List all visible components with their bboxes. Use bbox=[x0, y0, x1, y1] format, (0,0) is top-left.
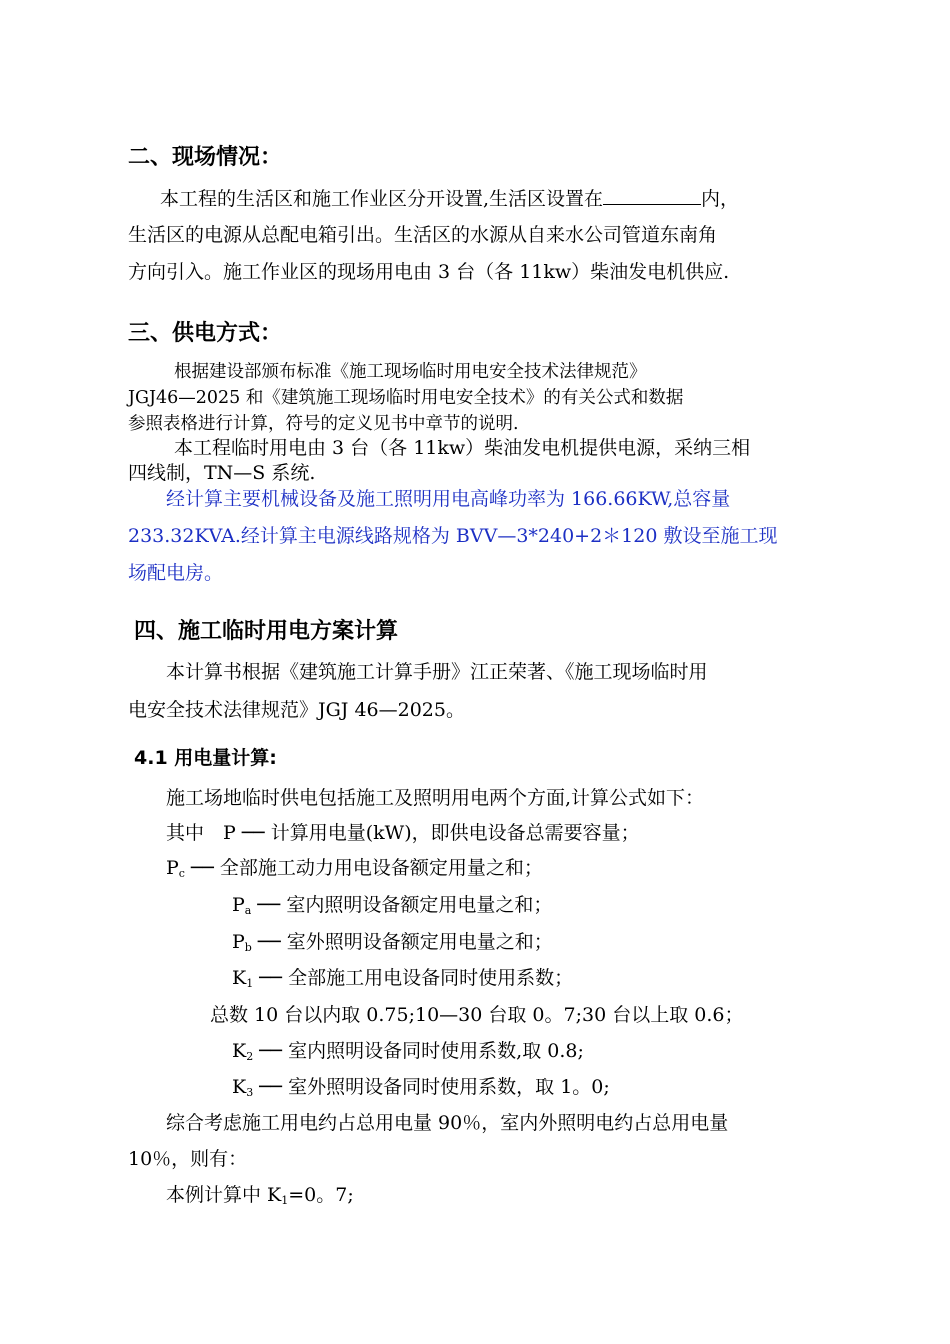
section-2-para-line-2: 生活区的电源从总配电箱引出。生活区的水源从自来水公司管道东南角 bbox=[128, 224, 718, 246]
def-k3: $K_3$ ── 室外照明设备同时使用系数，取 1。0; bbox=[232, 1076, 610, 1099]
def-k1: $K_1$ ── 全部施工用电设备同时使用系数； bbox=[232, 967, 574, 990]
section-2-heading: 二、现场情况： bbox=[128, 145, 283, 170]
section-3-heading: 三、供电方式： bbox=[128, 321, 283, 346]
combined-line-2: 10％，则有： bbox=[128, 1148, 248, 1170]
section-3-line-2: JGJ46—2025 和《建筑施工现场临时用电安全技术》的有关公式和数据 bbox=[128, 388, 684, 408]
def-pb: $P_b$ ── 室外照明设备额定用电量之和； bbox=[232, 931, 553, 954]
section-2-para-line-3: 方向引入。施工作业区的现场用电由 3 台（各 11kw）柴油发电机供应. bbox=[128, 261, 730, 283]
def-pc: $P_c$ ── 全部施工动力用电设备额定用量之和； bbox=[166, 857, 543, 880]
section-4-line-1: 本计算书根据《建筑施工计算手册》江正荣著、《施工现场临时用 bbox=[166, 661, 708, 683]
section-3-line-5: 四线制，TN—S 系统. bbox=[128, 462, 316, 484]
section-4-heading: 四、施工临时用电方案计算 bbox=[134, 619, 399, 644]
k1-note: 总数 10 台以内取 0.75;10—30 台取 0。7;30 台以上取 0.6； bbox=[210, 1004, 744, 1026]
def-pa: $P_a$ ── 室内照明设备额定用电量之和； bbox=[232, 894, 553, 917]
section-3-line-1: 根据建设部颁布标准《施工现场临时用电安全技术法律规范》 bbox=[174, 362, 647, 382]
combined-line-1: 综合考虑施工用电约占总用电量 90％，室内外照明电约占总用电量 bbox=[166, 1112, 729, 1134]
section-3-line-4: 本工程临时用电由 3 台（各 11kw）柴油发电机提供电源，采纳三相 bbox=[174, 437, 751, 459]
def-p: 其中 P ── 计算用电量(kW)，即供电设备总需要容量； bbox=[166, 822, 640, 844]
def-k2: $K_2$ ── 室内照明设备同时使用系数,取 0.8; bbox=[232, 1040, 584, 1063]
section-3-blue-line-3: 场配电房。 bbox=[128, 562, 224, 584]
blank-underline bbox=[603, 188, 701, 205]
section-4-line-2: 电安全技术法律规范》JGJ 46—2025。 bbox=[128, 699, 465, 721]
section-3-blue-line-2: 233.32KVA.经计算主电源线路规格为 BVV—3*240+2＊120 敷设至施工现 bbox=[128, 525, 778, 547]
section-2-para-line-1: 本工程的生活区和施工作业区分开设置,生活区设置在 内， bbox=[160, 188, 740, 210]
section-4-1-heading: 4.1 用电量计算: bbox=[134, 747, 277, 769]
calc-intro: 施工场地临时供电包括施工及照明用电两个方面,计算公式如下： bbox=[166, 787, 705, 809]
section-3-blue-line-1: 经计算主要机械设备及施工照明用电高峰功率为 166.66KW,总容量 bbox=[166, 488, 731, 510]
section-3-line-3: 参照表格进行计算，符号的定义见书中章节的说明. bbox=[128, 414, 519, 434]
example-k1: 本例计算中 $K_1=0$。7; bbox=[166, 1184, 354, 1207]
